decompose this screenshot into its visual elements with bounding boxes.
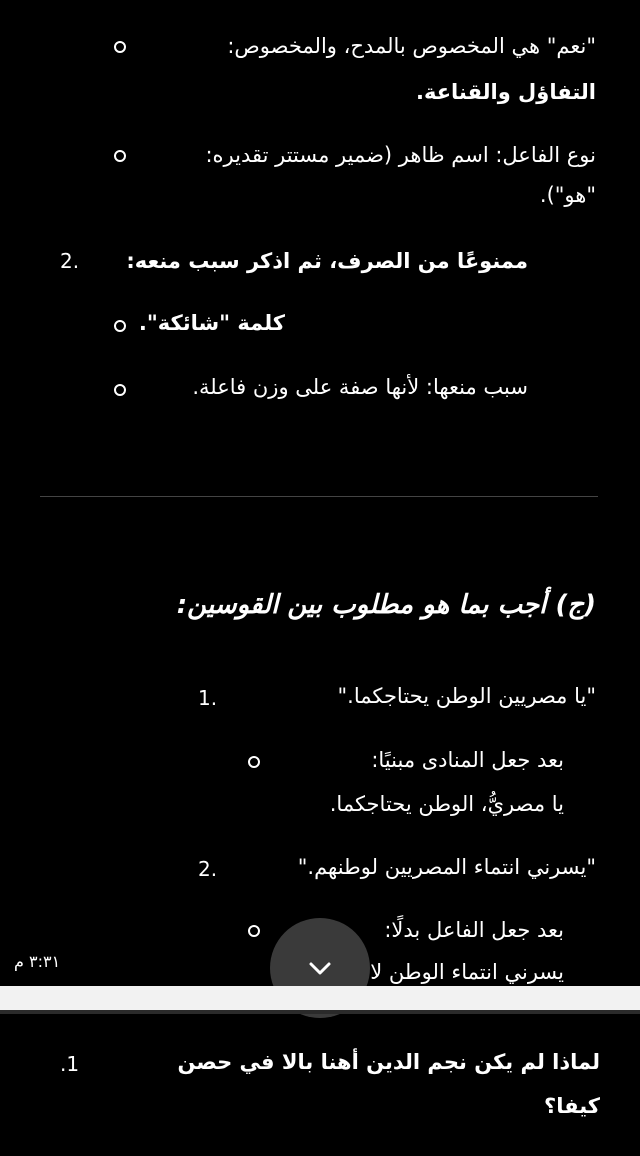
section-heading: (ج) أجب بما هو مطلوب بين القوسين: (176, 590, 596, 620)
question-line: ممنوعًا من الصرف، ثم اذكر سبب منعه: (126, 249, 528, 273)
bullet-circle (114, 384, 126, 396)
bullet-circle (114, 320, 126, 332)
answer-line: كلمة "شائكة". (138, 311, 285, 335)
list-number: 1. (198, 686, 218, 710)
answer-line: "هو"). (539, 183, 596, 207)
question-line: "يا مصريين الوطن يحتاجكما." (337, 684, 596, 708)
answer-line: يا مصريُّ، الوطن يحتاجكما. (329, 792, 564, 816)
answer-line: التفاؤل والقناعة. (415, 80, 596, 104)
answer-line: بعد جعل المنادى مبنيًا: (371, 748, 564, 772)
answer-line: "نعم" هي المخصوص بالمدح، والمخصوص: (227, 34, 596, 58)
separator-shadow (0, 1010, 640, 1014)
message-timestamp: ٣:٣١ م (14, 952, 61, 971)
message-separator (0, 986, 640, 1010)
section-divider (40, 496, 598, 497)
bullet-circle (248, 925, 260, 937)
bullet-circle (248, 756, 260, 768)
list-number: .1 (60, 1052, 80, 1076)
question-line: "يسرني انتماء المصريين لوطنهم." (297, 855, 596, 879)
answer-line: سبب منعها: لأنها صفة على وزن فاعلة. (192, 375, 528, 399)
list-number: 2. (60, 249, 80, 273)
answer-line: بعد جعل الفاعل بدلًا: (384, 918, 564, 942)
question-line: لماذا لم يكن نجم الدين أهنا بالا في حصن (177, 1050, 600, 1074)
question-line: كيفا؟ (544, 1094, 600, 1118)
chevron-down-icon (308, 956, 332, 980)
list-number: 2. (198, 857, 218, 881)
bullet-circle (114, 41, 126, 53)
answer-line: يسرني انتماء الوطن لا (370, 960, 564, 984)
answer-line: نوع الفاعل: اسم ظاهر (ضمير مستتر تقديره: (205, 143, 596, 167)
bullet-circle (114, 150, 126, 162)
